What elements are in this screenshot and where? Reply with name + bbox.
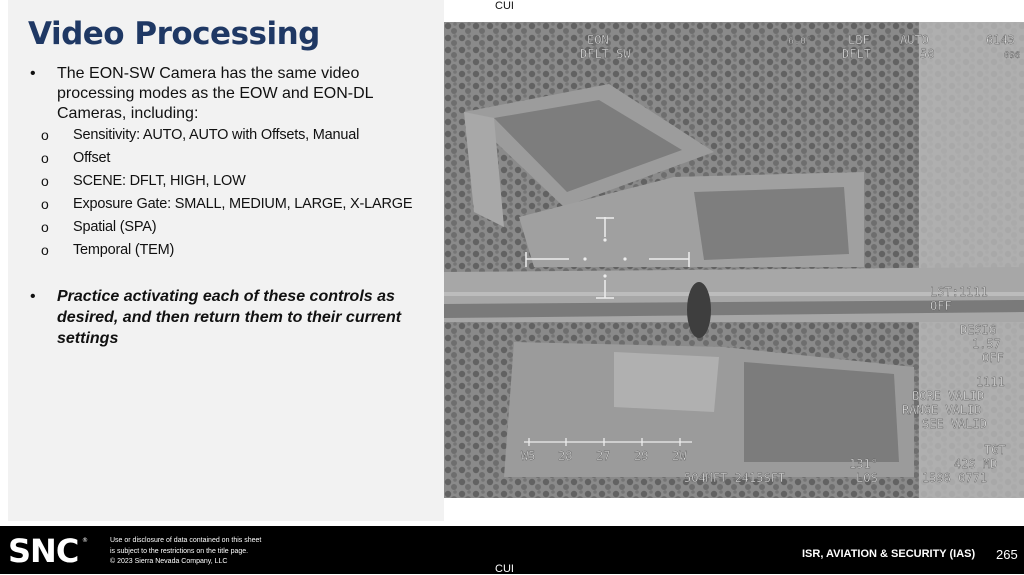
hud-fov: 6.0° [788, 36, 813, 47]
sub-marker: o [41, 173, 49, 189]
sub-item-text: Exposure Gate: SMALL, MEDIUM, LARGE, X-LARGE [73, 196, 413, 212]
sub-item [28, 195, 433, 214]
hud-dflt: DFLT [842, 47, 871, 61]
hud-58: 58 [920, 47, 935, 61]
sub-item-text: Spatial (SPA) [73, 219, 157, 235]
page-title: Video Processing [28, 16, 320, 52]
sub-item [28, 172, 433, 191]
classification-bottom: CUI [495, 563, 514, 575]
sub-item [28, 218, 433, 237]
legal-line: Use or disclosure of data contained on this sheet [110, 537, 262, 544]
sub-marker: o [41, 242, 49, 258]
svg-text:SNC: SNC [8, 534, 79, 566]
hud-desig: DESIG [960, 323, 997, 337]
hud-tgt: TGT [984, 443, 1006, 457]
sub-marker: o [41, 219, 49, 235]
hud-corner2: 096 [1004, 51, 1021, 61]
sub-item-text: SCENE: DFLT, HIGH, LOW [73, 173, 246, 189]
hud-tgt-coords: 1598 0771 [922, 471, 988, 485]
hud-code: 1111 [976, 375, 1005, 389]
bullet-text: The EON-SW Camera has the same video processing modes as the EOW and EON-DL Cameras, including: [57, 65, 373, 122]
classification-top: CUI [495, 0, 514, 12]
snc-logo [8, 534, 88, 566]
bullet-marker: • [30, 288, 36, 305]
hud-see: SEE VALID [922, 417, 988, 431]
hud-mode: EON [587, 33, 609, 47]
bullet-list [28, 64, 433, 349]
bullet-marker: • [30, 65, 36, 82]
sub-marker: o [41, 127, 49, 143]
hud-desig-val: 1.57 [972, 337, 1001, 351]
hud-lst-state: OFF [930, 299, 952, 313]
svg-text:®: ® [82, 537, 88, 544]
hud-lst: LST:1111 [930, 285, 988, 299]
hud-scale-label: 2W [672, 449, 687, 463]
hud-altitude: 504MFT 2415SFT [684, 471, 786, 485]
hud-heading: 131° [849, 457, 878, 471]
hud-los: LOS [856, 471, 878, 485]
hud-tgt-grid: 42S MD [954, 457, 998, 471]
legal-line: © 2023 Sierra Nevada Company, LLC [110, 558, 228, 565]
sub-item-text: Temporal (TEM) [73, 242, 175, 258]
bullet-practice [28, 286, 433, 349]
sub-item [28, 149, 433, 168]
bullet-main [28, 64, 433, 124]
hud-range: RANGE VALID [902, 403, 982, 417]
hud-scale-label: 29 [634, 449, 649, 463]
org-name: ISR, AVIATION & SECURITY (IAS) [802, 548, 976, 560]
legal-line: is subject to the restrictions on the title page. [110, 547, 249, 555]
sub-item-text: Sensitivity: AUTO, AUTO with Offsets, Manual [73, 127, 360, 143]
hud-sub-mode: DFLT SW [580, 47, 631, 61]
sub-list [28, 126, 433, 260]
hud-scale-label: 28 [558, 449, 573, 463]
sub-item [28, 126, 433, 145]
camera-video-frame [444, 22, 1024, 498]
hud-desig-state: OFF [982, 351, 1004, 365]
hud-lbf: LBF [848, 33, 870, 47]
hud-corner: 6143 [986, 33, 1015, 47]
hud-scale-label: 27 [596, 449, 611, 463]
hud-scale-label: W5 [521, 449, 536, 463]
hud-bore: BORE VALID [912, 389, 985, 403]
sub-marker: o [41, 196, 49, 212]
bullet-text: Practice activating each of these controls as desired, and then return them to their current settings [57, 288, 402, 347]
sub-item-text: Offset [73, 150, 111, 166]
sub-item [28, 241, 433, 260]
legal-notice [110, 536, 261, 568]
hud-auto: AUTO [900, 33, 929, 47]
page-number: 265 [996, 547, 1018, 562]
sub-marker: o [41, 150, 49, 166]
